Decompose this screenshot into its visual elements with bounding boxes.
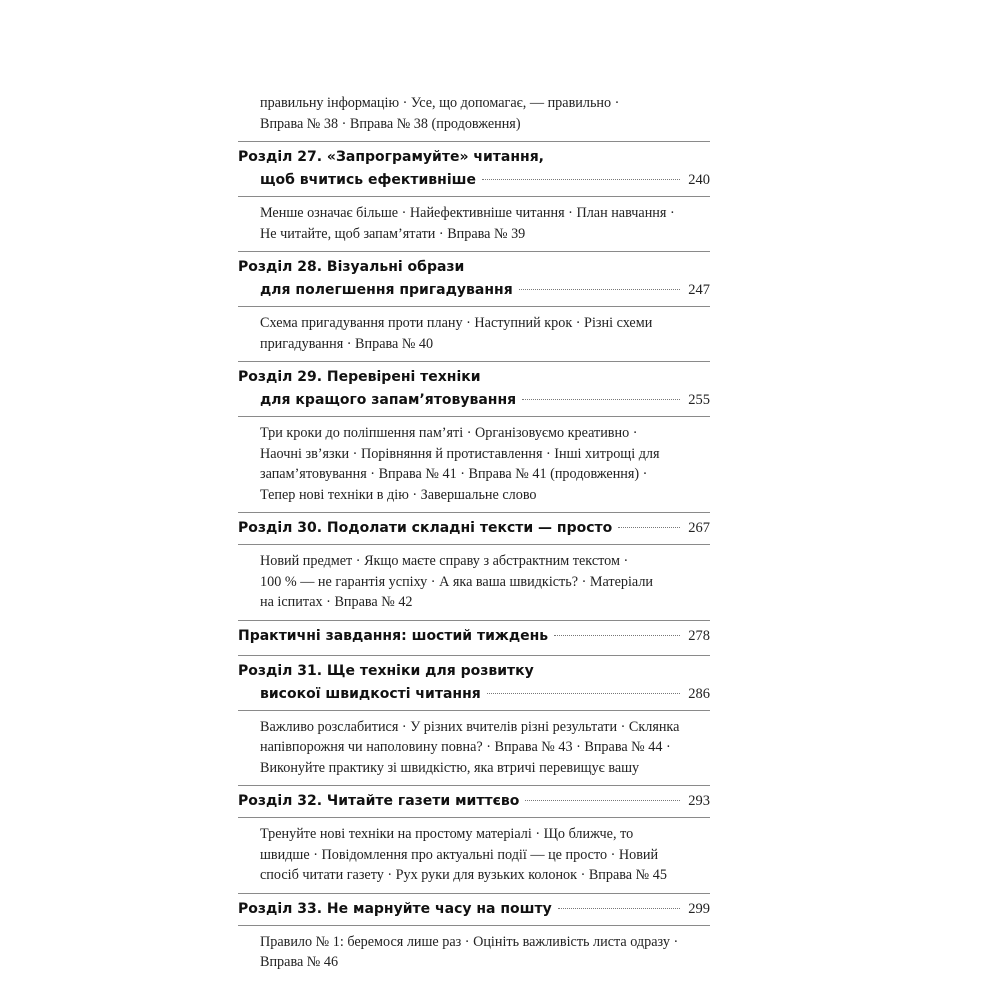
title-line (238, 625, 710, 648)
chapter-description (260, 551, 710, 613)
desc-line: Новий предмет · Якщо маєте справу з абстрактним текстом · (260, 553, 629, 569)
divider (238, 710, 710, 711)
desc-line: Вправа № 46 (260, 954, 339, 970)
title-line (238, 898, 710, 921)
title-line (238, 683, 710, 706)
chapter-title (238, 790, 710, 813)
divider (238, 141, 710, 142)
page-number: 278 (688, 627, 710, 644)
divider (238, 512, 710, 513)
page-number: 286 (688, 685, 710, 702)
toc-entry (238, 251, 710, 354)
divider (238, 817, 710, 818)
dot-leader (618, 527, 680, 528)
chapter-title (238, 625, 710, 648)
chapter-title (238, 366, 710, 412)
chapter-title (238, 660, 710, 706)
title-line (238, 169, 710, 192)
desc-line: Три кроки до поліпшення пам’яті · Організовуємо креативно · (260, 425, 638, 441)
desc-line: швидше · Повідомлення про актуальні події — це просто · Новий (260, 846, 659, 863)
desc-line: Наочні зв’язки · Порівняння й протиставлення · Інші хитрощі для (260, 445, 660, 462)
chapter-description (260, 932, 710, 973)
toc-entry (238, 893, 710, 973)
page-number: 267 (688, 520, 710, 536)
toc-entry (238, 361, 710, 505)
title-line (238, 790, 710, 813)
chapter-description (260, 313, 710, 354)
desc-line: на іспитах · Вправа № 42 (260, 594, 413, 610)
toc-entry (238, 655, 710, 779)
divider (238, 416, 710, 417)
desc-line: запам’ятовування · Вправа № 41 · Вправа № 41 (продовження) · (260, 466, 648, 482)
toc-entry (238, 620, 710, 648)
chapter-title-text: Розділ 29. Перевірені техніки (238, 369, 481, 385)
desc-line: Не читайте, щоб запам’ятати · Вправа № 39 (260, 225, 526, 242)
divider (238, 544, 710, 545)
chapter-title-text: Розділ 31. Ще техніки для розвитку (238, 662, 534, 679)
desc-line: 100 % — не гарантія успіху · А яка ваша швидкість? · Матеріали (260, 573, 654, 590)
chapter-description (260, 203, 710, 244)
chapter-title-text: Розділ 33. Не марнуйте часу на пошту (238, 900, 552, 917)
chapter-title-text: Розділ 28. Візуальні образи (238, 259, 465, 275)
page-number: 299 (688, 900, 710, 917)
toc-entry (238, 141, 710, 244)
chapter-description (260, 423, 710, 505)
table-of-contents (238, 93, 710, 973)
toc-entry (238, 512, 710, 613)
page-number: 247 (688, 282, 710, 298)
chapter-title-text: Розділ 27. «Запрограмуйте» читання, (238, 149, 544, 165)
desc-line: Виконуйте практику зі швидкістю, яка втричі перевищує вашу (260, 759, 640, 776)
chapter-title-text: для кращого запам’ятовування (260, 392, 517, 408)
toc-entry (238, 785, 710, 886)
desc-line: пригадування · Вправа № 40 (260, 335, 434, 352)
desc-line: Менше означає більше · Найефективніше читання · План навчання · (260, 205, 675, 221)
page-number: 255 (688, 392, 710, 408)
chapter-title-text: Розділ 30. Подолати складні тексти — просто (238, 520, 613, 536)
desc-line: напівпорожня чи наполовину повна? · Вправа № 43 · Вправа № 44 · (260, 739, 671, 755)
divider (238, 620, 710, 621)
desc-line: Правило № 1: беремося лише раз · Оцініть важливість листа одразу · (260, 933, 679, 950)
chapter-title-text: Розділ 32. Читайте газети миттєво (238, 793, 520, 809)
dot-leader (525, 800, 680, 801)
chapter-title (238, 256, 710, 302)
chapter-title-text: високої швидкості читання (260, 685, 481, 702)
chapter-title (238, 898, 710, 921)
toc-entries (238, 141, 710, 973)
dot-leader (482, 179, 680, 180)
desc-line: спосіб читати газету · Рух руки для вузьких колонок · Вправа № 45 (260, 867, 667, 883)
divider (238, 361, 710, 362)
dot-leader (554, 635, 680, 636)
chapter-title-text: Практичні завдання: шостий тиждень (238, 627, 549, 644)
chapter-title (238, 146, 710, 192)
chapter-title-text: щоб вчитись ефективніше (260, 172, 476, 188)
dot-leader (519, 289, 680, 290)
dot-leader (522, 399, 680, 400)
desc-line: Тепер нові техніки в дію · Завершальне слово (260, 486, 537, 503)
chapter-title-text: для полегшення пригадування (260, 282, 513, 298)
desc-line: правильну інформацію · Усе, що допомагає, — правильно · (260, 95, 620, 111)
divider (238, 251, 710, 252)
desc-line: Схема пригадування проти плану · Наступний крок · Різні схеми (260, 315, 653, 331)
dot-leader (558, 908, 680, 909)
title-line (238, 279, 710, 302)
title-line (238, 389, 710, 412)
chapter-description (260, 717, 710, 779)
desc-line: Вправа № 38 · Вправа № 38 (продовження) (260, 115, 521, 132)
page-number: 240 (688, 172, 710, 188)
divider (238, 655, 710, 656)
chapter-title (238, 517, 710, 540)
divider (238, 893, 710, 894)
desc-line: Важливо розслабитися · У різних вчителів різні результати · Склянка (260, 718, 680, 735)
chapter-description (260, 824, 710, 886)
divider (238, 785, 710, 786)
title-line (238, 517, 710, 540)
desc-line: Тренуйте нові техніки на простому матеріалі · Що ближче, то (260, 826, 634, 842)
divider (238, 196, 710, 197)
dot-leader (487, 693, 680, 694)
divider (238, 925, 710, 926)
divider (238, 306, 710, 307)
intro-description (260, 93, 710, 134)
page-number: 293 (688, 793, 710, 809)
